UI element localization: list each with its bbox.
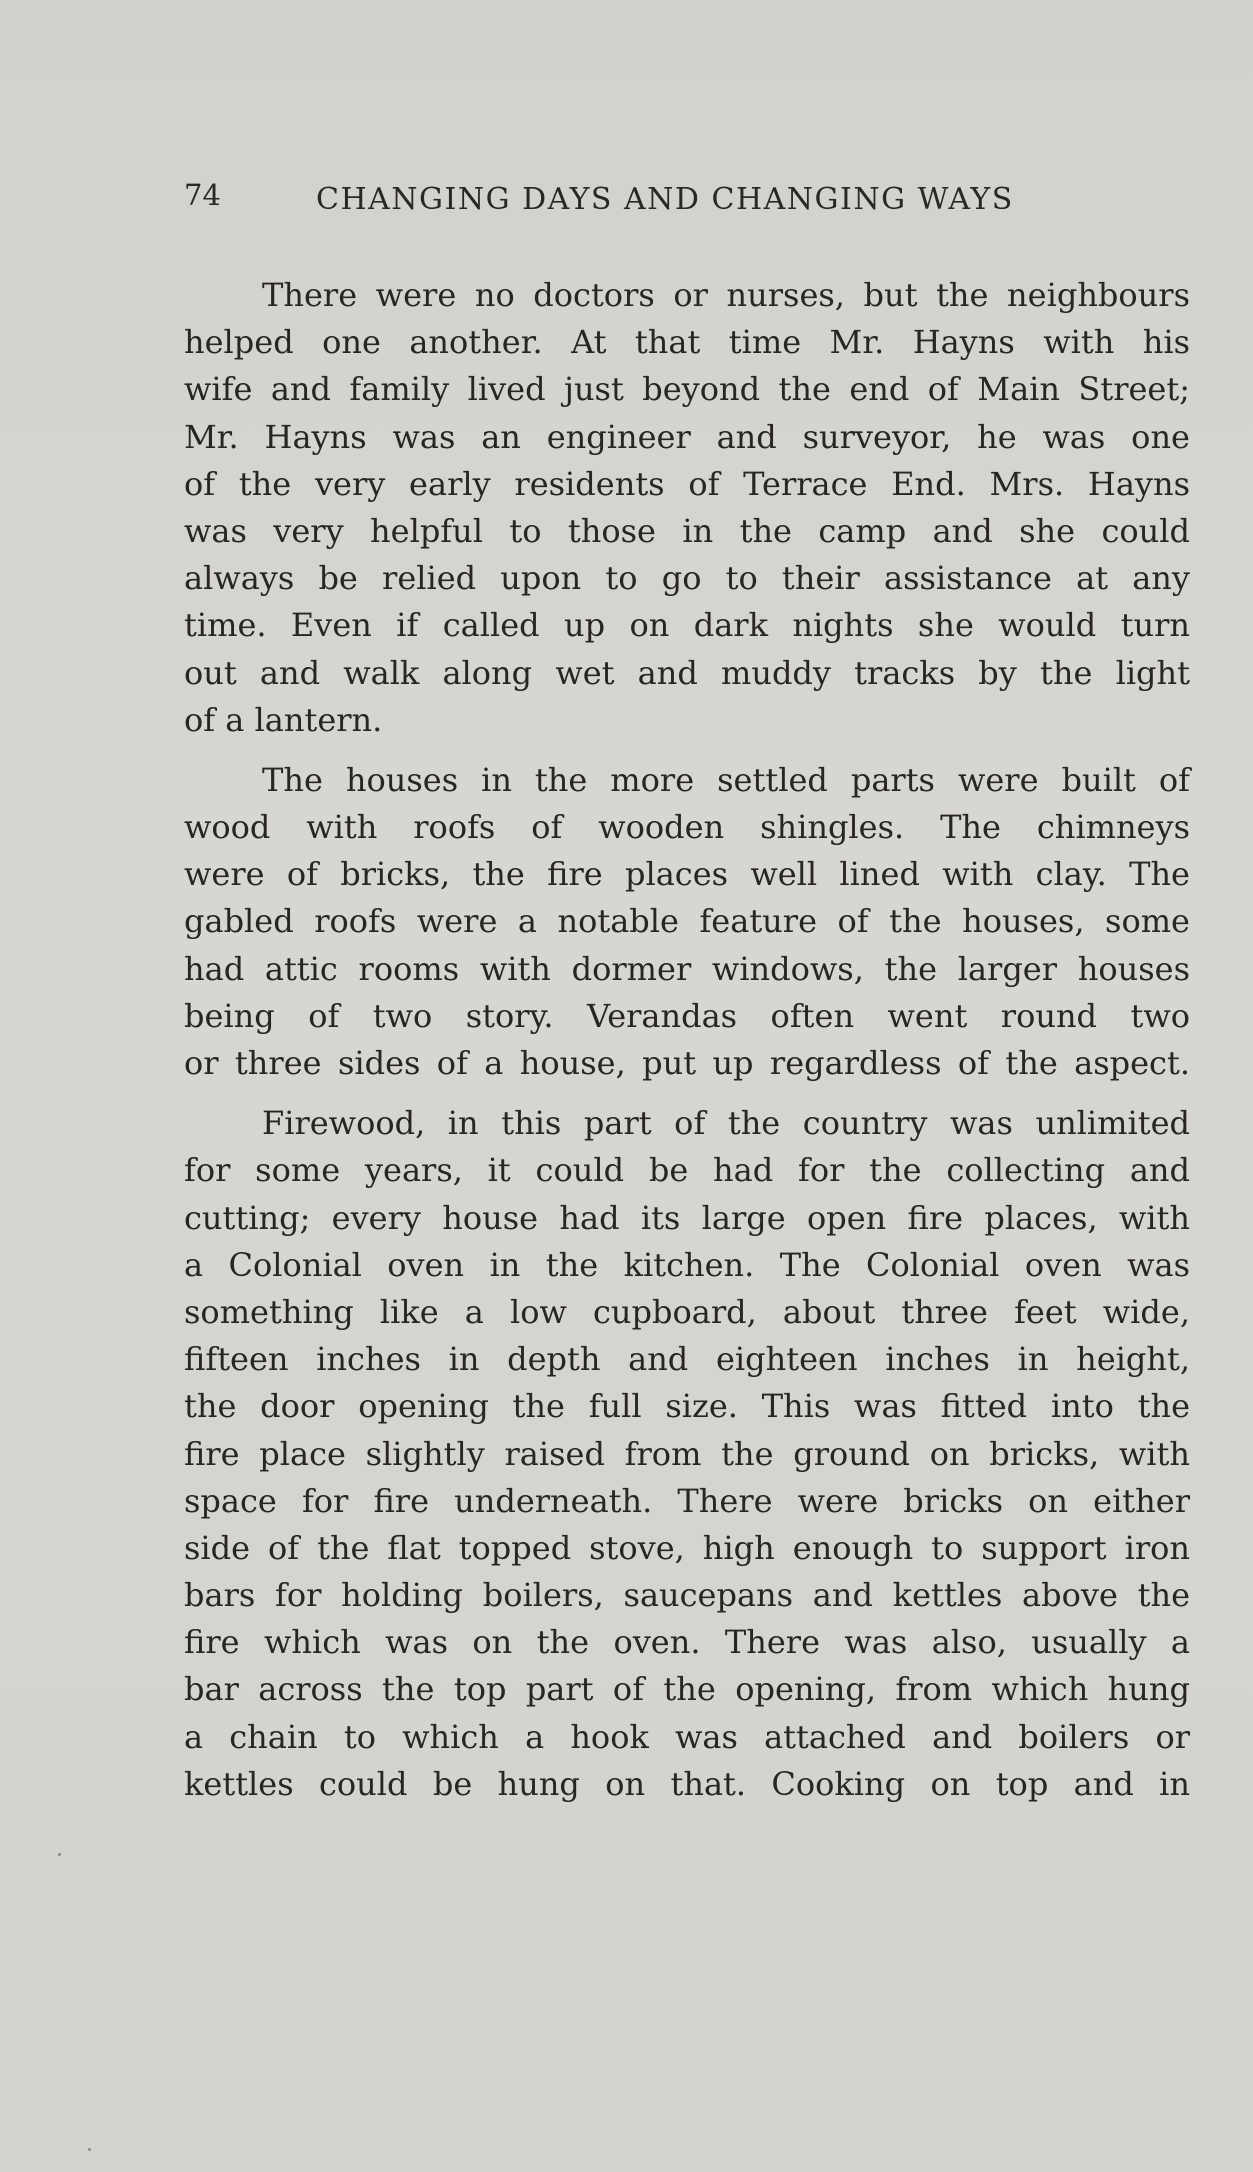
paragraph-3 [184, 1100, 1190, 1808]
paragraph-2 [184, 757, 1190, 1087]
text-line: for some years, it could be had for the collecting and [184, 1151, 1190, 1190]
text-line: fire which was on the oven. There was also, usually a [184, 1623, 1190, 1662]
paper-speck [88, 2148, 91, 2151]
paragraph-1 [184, 272, 1190, 744]
page-number: 74 [184, 178, 221, 212]
text-line: space for fire underneath. There were bricks on either [184, 1481, 1190, 1520]
text-line: the door opening the full size. This was fitted into the [184, 1387, 1190, 1426]
text-line: had attic rooms with dormer windows, the larger houses [184, 949, 1190, 988]
text-line: cutting; every house had its large open fire places, with [184, 1198, 1190, 1237]
text-line: bar across the top part of the opening, from which hung [184, 1670, 1190, 1709]
text-line: time. Even if called up on dark nights she would turn [184, 606, 1190, 645]
running-title: CHANGING DAYS AND CHANGING WAYS [316, 182, 1014, 217]
text-line: side of the flat topped stove, high enough to support iron [184, 1528, 1190, 1567]
text-line: bars for holding boilers, saucepans and kettles above the [184, 1576, 1190, 1615]
text-line: The houses in the more settled parts were built of [262, 760, 1190, 799]
text-line: were of bricks, the fire places well lined with clay. The [184, 855, 1190, 894]
text-line: fire place slightly raised from the ground on bricks, with [184, 1434, 1190, 1473]
text-line: There were no doctors or nurses, but the neighbours [262, 276, 1190, 314]
text-line: Mr. Hayns was an engineer and surveyor, he was one [184, 417, 1190, 456]
text-line: fifteen inches in depth and eighteen inches in height, [184, 1340, 1190, 1379]
text-line: kettles could be hung on that. Cooking on top and in [184, 1764, 1190, 1803]
text-line: of a lantern. [184, 700, 383, 739]
paper-speck [58, 1853, 61, 1856]
text-line: was very helpful to those in the camp and she could [184, 511, 1190, 550]
text-line: out and walk along wet and muddy tracks by the light [184, 653, 1190, 692]
text-line: of the very early residents of Terrace End. Mrs. Hayns [184, 464, 1190, 503]
text-line: or three sides of a house, put up regardless of the aspect. [184, 1044, 1190, 1082]
text-line: wife and family lived just beyond the end of Main Street; [184, 370, 1190, 409]
text-line: gabled roofs were a notable feature of the houses, some [184, 902, 1190, 941]
page-header [184, 178, 1068, 228]
body-text [184, 272, 1190, 1821]
text-line: Firewood, in this part of the country was unlimited [262, 1104, 1190, 1143]
text-line: always be relied upon to go to their assistance at any [184, 559, 1190, 598]
text-line: a chain to which a hook was attached and boilers or [184, 1717, 1190, 1756]
text-line: a Colonial oven in the kitchen. The Colonial oven was [184, 1245, 1190, 1284]
text-line: being of two story. Verandas often went round two [184, 996, 1190, 1035]
text-line: something like a low cupboard, about three feet wide, [184, 1292, 1190, 1331]
text-line: wood with roofs of wooden shingles. The chimneys [184, 808, 1190, 847]
text-line: helped one another. At that time Mr. Hayns with his [184, 323, 1190, 362]
